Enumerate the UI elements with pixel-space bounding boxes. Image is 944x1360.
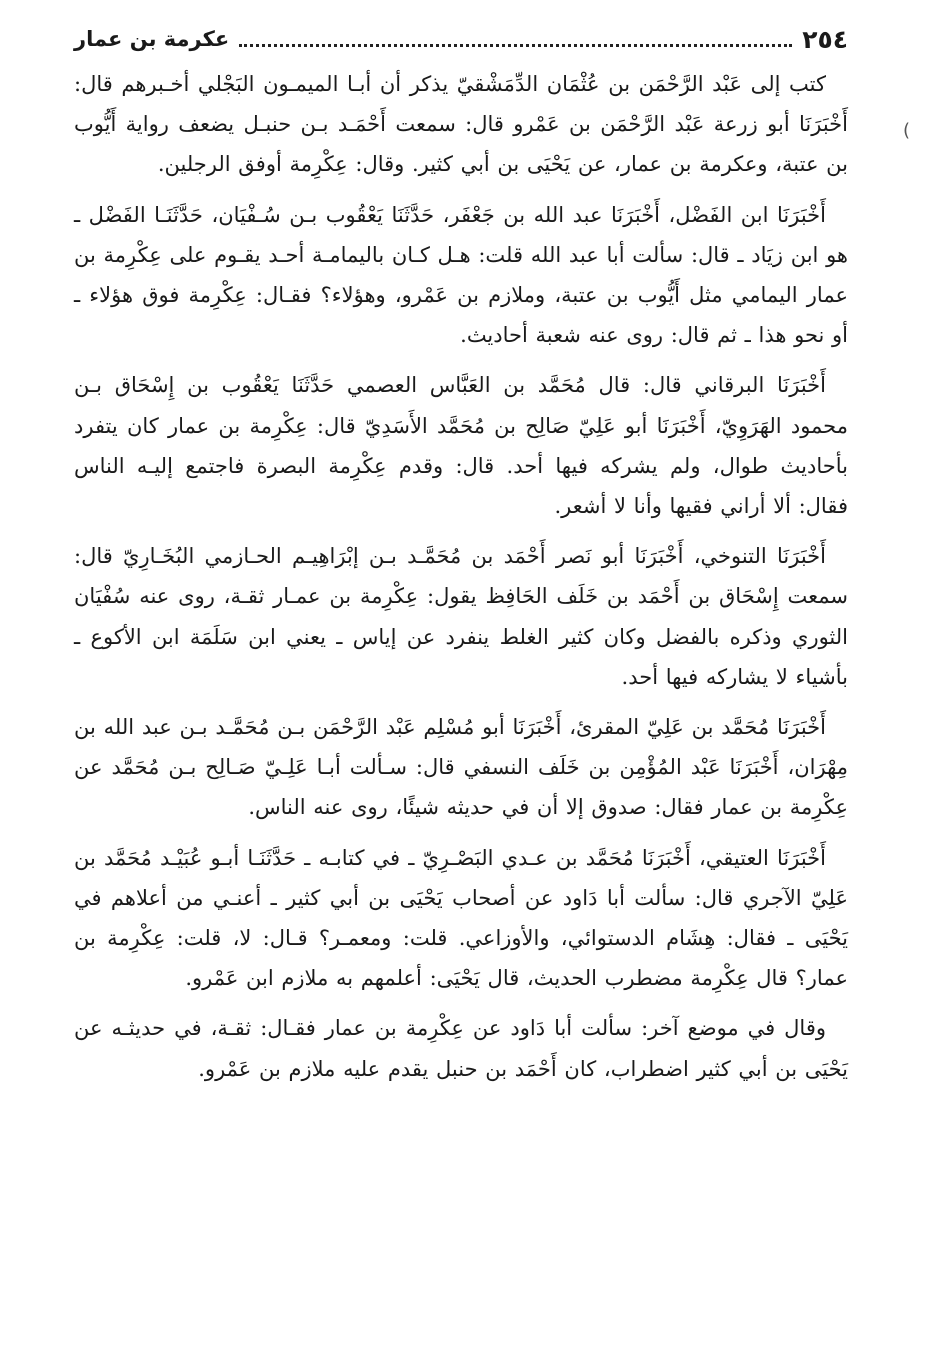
dotted-leader xyxy=(239,44,792,47)
paragraph-7: وقال في موضع آخر: سألت أبا دَاود عن عِكْرِمة بن عمار فقـال: ثقـة، في حديثـه عن يَحْيَى بن أبي كثير اضطراب، كان أَحْمَد بن حنبل يقدم عليه ملازم بن عَمْرو. xyxy=(74,1016,848,1081)
book-page xyxy=(74,22,848,1322)
paragraph-6: أَخْبَرَنَا العتيقي، أَخْبَرَنَا مُحَمَّد بن عـدي البَصْـرِيّ ـ في كتابـه ـ حَدَّثَنَـا أبـو عُبَيْـد مُحَمَّد بن عَلِيّ الآجري قال: سألت أبا دَاود عن أصحاب يَحْيَى بن أبي كثير ـ أعنـي من أعلاهم في يَحْيَى ـ فقال: هِشَام الدستوائي، والأوزاعي. قلت: ومعمـر؟ قـال: لا، قلت: عِكْرِمة بن عمار؟ قال عِكْرِمة مضطرب الحديث، قال يَحْيَى: أعلمهم به ملازم ابن عَمْرو. xyxy=(74,845,848,991)
paragraph-2: أَخْبَرَنَا ابن الفَضْل، أَخْبَرَنَا عبد الله بن جَعْفَر، حَدَّثَنَا يَعْقُوب بـن سُـفْيَان، حَدَّثَنَـا الفَضْل ـ هو ابن زيَاد ـ قال: سألت أبا عبد الله قلت: هـل كـان باليمامـة أحـد يقـوم على عِكْرِمة بن عمار اليمامي مثل أَيُّوب بن عتبة، وملازم بن عَمْرو، وهؤلاء؟ فقـال: عِكْرِمة فوق هؤلاء ـ أو نحو هذا ـ ثم قال: روى عنه شعبة أحاديث. xyxy=(74,202,848,348)
paragraph-5: أَخْبَرَنَا مُحَمَّد بن عَلِيّ المقرئ، أَخْبَرَنَا أبو مُسْلِم عَبْد الرَّحْمَن بـن مُحَمَّـد بـن عبد الله بن مِهْرَان، أَخْبَرَنَا عَبْد المُؤْمِن بن خَلَف النسفي قال: سـألت أبـا عَلِـيّ صَـالِح بـن مُحَمَّد عن عِكْرِمة بن عمار فقال: صدوق إلا أن في حديثه شيئًا، روى عنه الناس. xyxy=(74,715,848,820)
paragraph-4: أَخْبَرَنَا التنوخي، أَخْبَرَنَا أبو نَصر أَحْمَد بن مُحَمَّـد بـن إبْرَاهِيـم الحـازمي البُخَـارِيّ قال: سمعت إِسْحَاق بن أَحْمَد بن خَلَف الحَافِظ يقول: عِكْرِمة بن عمـار ثقـة، روى عنه سُفْيَان الثوري وذكره بالفضل وكان كثير الغلط ينفرد عن إياس ـ يعني ابن سَلَمَة ابن الأكوع ـ بأشياء لا يشاركه فيها أحد. xyxy=(74,544,848,689)
running-header xyxy=(74,22,848,56)
paragraph-3: أَخْبَرَنَا البرقاني قال: قال مُحَمَّد بن العَبَّاس العصمي حَدَّثَنَا يَعْقُوب بن إِسْحَاق بـن محمود الهَرَوِيّ، أَخْبَرَنَا أبو عَلِيّ صَالِح بن مُحَمَّد الأَسَدِيّ قال: عِكْرِمة بن عمار كان يتفرد بأحاديث طوال، ولم يشركه فيها أحد. قال: وقدم عِكْرِمة البصرة فاجتمع إليـه الناس فقال: ألا أراني فقيها وأنا لا أشعر. xyxy=(74,373,848,519)
paragraph-1: كتب إلى عَبْد الرَّحْمَن بن عُثْمَان الدِّمَشْقيّ يذكر أن أبـا الميمـون البَجْلي أخـبرهم قال: أَخْبَرَنَا أبو زرعة عَبْد الرَّحْمَن بن عَمْرو قال: سمعت أَحْمَـد بـن حنبـل يضعف رواية أَيُّوب بن عتبة، وعكرمة بن عمار، عن يَحْيَى بن أبي كثير. وقال: عِكْرِمة أوفق الرجلين. xyxy=(74,72,848,177)
body-text xyxy=(74,64,848,1089)
margin-mark: ( xyxy=(902,120,910,141)
running-title: عكرمة بن عمار xyxy=(74,27,230,51)
page-number: ٢٥٤ xyxy=(802,24,848,54)
